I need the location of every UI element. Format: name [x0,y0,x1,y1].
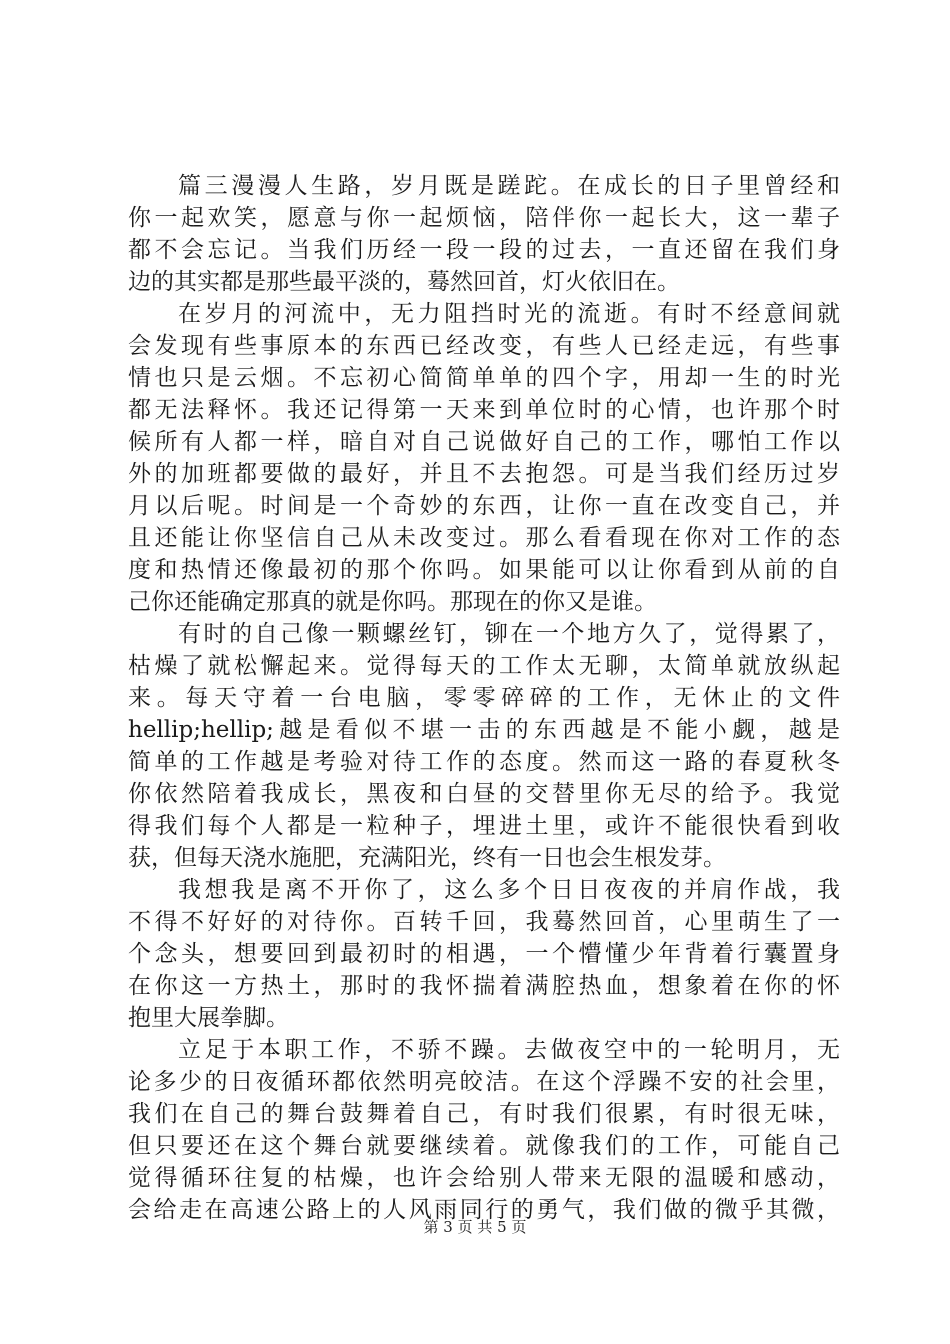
text-line: 我想我是离不开你了，这么多个日日夜夜的并肩作战，我 [178,877,840,903]
text-line: 在你这一方热土，那时的我怀揣着满腔热血，想象着在你的怀 [128,973,840,999]
text-line: 且还能让你坚信自己从未改变过。那么看看现在你对工作的态 [128,525,840,551]
text-line: 情也只是云烟。不忘初心简简单单的四个字，用却一生的时光 [128,365,840,391]
text-line: 边的其实都是那些最平淡的，蓦然回首，灯火依旧在。 [128,269,680,295]
paragraph [128,618,840,874]
text-line: 抱里大展拳脚。 [128,1005,289,1031]
text-line: 来。每天守着一台电脑，零零碎碎的工作，无休止的文件 [128,685,840,711]
paragraph [128,1034,840,1226]
paragraph [128,298,840,618]
text-line: 外的加班都要做的最好，并且不去抱怨。可是当我们经历过岁 [128,461,840,487]
text-line: 篇三漫漫人生路，岁月既是蹉跎。在成长的日子里曾经和 [178,173,840,199]
text-line: 会发现有些事原本的东西已经改变，有些人已经走远，有些事 [128,333,840,359]
text-line: 简单的工作越是考验对待工作的态度。然而这一路的春夏秋冬 [128,749,840,775]
text-line: 己你还能确定那真的就是你吗。那现在的你又是谁。 [128,589,657,615]
text-line: 有时的自己像一颗螺丝钉，铆在一个地方久了，觉得累了， [178,621,840,647]
text-line: 候所有人都一样，暗自对自己说做好自己的工作，哪怕工作以 [128,429,840,455]
text-line: 你依然陪着我成长，黑夜和白昼的交替里你无尽的给予。我觉 [128,781,840,807]
text-line: 在岁月的河流中，无力阻挡时光的流逝。有时不经意间就 [178,301,840,327]
text-line: 我们在自己的舞台鼓舞着自己，有时我们很累，有时很无味， [128,1101,840,1127]
text-line: hellip;hellip;越是看似不堪一击的东西越是不能小觑，越是 [128,717,840,743]
text-line: 得我们每个人都是一粒种子，埋进土里，或许不能很快看到收 [128,813,840,839]
text-line: 枯燥了就松懈起来。觉得每天的工作太无聊，太简单就放纵起 [128,653,840,679]
document-body [128,170,840,1226]
text-line: 不得不好好的对待你。百转千回，我蓦然回首，心里萌生了一 [128,909,840,935]
text-line: 都不会忘记。当我们历经一段一段的过去，一直还留在我们身 [128,237,840,263]
text-line: 但只要还在这个舞台就要继续着。就像我们的工作，可能自己 [128,1133,840,1159]
text-line: 都无法释怀。我还记得第一天来到单位时的心情，也许那个时 [128,397,840,423]
text-line: 个念头，想要回到最初时的相遇，一个懵懂少年背着行囊置身 [128,941,840,967]
paragraph [128,170,840,298]
text-line: 度和热情还像最初的那个你吗。如果能可以让你看到从前的自 [128,557,840,583]
text-line: 立足于本职工作，不骄不躁。去做夜空中的一轮明月，无 [178,1037,840,1063]
paragraph [128,874,840,1034]
page-number: 第 3 页 共 5 页 [423,1218,527,1236]
text-line: 获，但每天浇水施肥，充满阳光，终有一日也会生根发芽。 [128,845,726,871]
text-line: 你一起欢笑，愿意与你一起烦恼，陪伴你一起长大，这一辈子 [128,205,840,231]
text-line: 觉得循环往复的枯燥，也许会给别人带来无限的温暖和感动， [128,1165,840,1191]
text-line: 会给走在高速公路上的人风雨同行的勇气，我们做的微乎其微， [128,1197,840,1223]
text-line: 月以后呢。时间是一个奇妙的东西，让你一直在改变自己，并 [128,493,840,519]
text-line: 论多少的日夜循环都依然明亮皎洁。在这个浮躁不安的社会里， [128,1069,840,1095]
